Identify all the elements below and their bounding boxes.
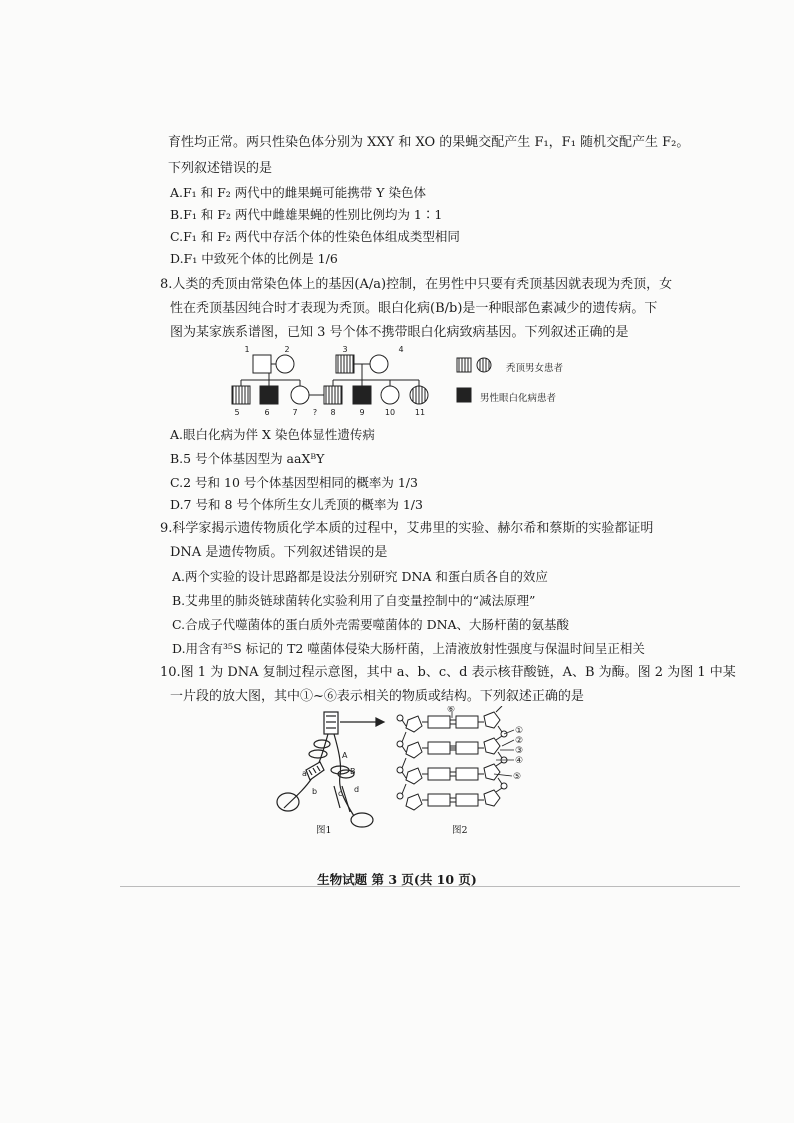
q9-option-b: B.艾弗里的肺炎链球菌转化实验利用了自变量控制中的“减法原理” bbox=[172, 593, 536, 608]
q8-option-d: D.7 号和 8 号个体所生女儿秃顶的概率为 1/3 bbox=[170, 497, 423, 512]
pedigree-individual-9 bbox=[353, 386, 371, 404]
legend-bald-female-symbol bbox=[477, 358, 491, 372]
figure1-dna-replication bbox=[262, 708, 392, 828]
pedigree-individual-5 bbox=[232, 386, 250, 404]
pedigree-individual-11 bbox=[410, 386, 428, 404]
legend-bald-label: 秃顶男女患者 bbox=[506, 363, 564, 374]
q9-option-a: A.两个实验的设计思路都是设法分别研究 DNA 和蛋白质各自的效应 bbox=[172, 569, 548, 584]
q9-option-c: C.合成子代噬菌体的蛋白质外壳需要噬菌体的 DNA、大肠杆菌的氨基酸 bbox=[172, 617, 570, 632]
legend-albino-male-symbol bbox=[457, 388, 471, 402]
legend-albino-label: 男性眼白化病患者 bbox=[480, 393, 557, 404]
q10-stem-line1: 10.图 1 为 DNA 复制过程示意图，其中 a、b、c、d 表示核苷酸链，A、B 为酶。图 2 为图 1 中某 bbox=[160, 665, 736, 680]
fig1-label-b: b bbox=[312, 787, 318, 796]
figure2-dna-fragment bbox=[392, 706, 532, 822]
pedigree-label-question: ? bbox=[312, 408, 318, 417]
pedigree-individual-6 bbox=[260, 386, 278, 404]
q8-option-c: C.2 号和 10 号个体基因型相同的概率为 1/3 bbox=[170, 475, 418, 490]
q7-stem-line1: 育性均正常。两只性染色体分别为 XXY 和 XO 的果蝇交配产生 F₁，F₁ 随机交配产生 F₂。 bbox=[168, 135, 690, 150]
pedigree-label-5: 5 bbox=[234, 408, 240, 417]
pedigree-label-6: 6 bbox=[264, 408, 270, 417]
figure2-caption: 图2 bbox=[452, 825, 468, 836]
pedigree-label-11: 11 bbox=[414, 408, 426, 417]
pedigree-label-9: 9 bbox=[359, 408, 365, 417]
fig2-label-4: ④ bbox=[515, 756, 524, 766]
pedigree-individual-2 bbox=[276, 355, 294, 373]
q10-stem-line2: 一片段的放大图，其中①~⑥表示相关的物质或结构。下列叙述正确的是 bbox=[170, 689, 584, 704]
fig2-label-5: ⑤ bbox=[513, 772, 522, 782]
figure1-caption: 图1 bbox=[316, 825, 332, 836]
q7-stem-line2: 下列叙述错误的是 bbox=[168, 161, 273, 176]
pedigree-label-1: 1 bbox=[244, 345, 250, 354]
pedigree-individual-8 bbox=[324, 386, 342, 404]
pedigree-individual-1 bbox=[253, 355, 271, 373]
fig1-label-a: a bbox=[302, 769, 307, 778]
pedigree-label-7: 7 bbox=[292, 408, 298, 417]
q8-stem-line3: 图为某家族系谱图，已知 3 号个体不携带眼白化病致病基因。下列叙述正确的是 bbox=[170, 325, 629, 340]
pedigree-label-4: 4 bbox=[398, 345, 404, 354]
fig1-label-d: d bbox=[354, 785, 360, 794]
q7-option-d: D.F₁ 中致死个体的比例是 1/6 bbox=[170, 251, 338, 266]
pedigree-label-8: 8 bbox=[330, 408, 336, 417]
q7-option-a: A.F₁ 和 F₂ 两代中的雌果蝇可能携带 Y 染色体 bbox=[170, 185, 426, 200]
pedigree-chart bbox=[220, 342, 460, 420]
fig2-label-3: ③ bbox=[515, 746, 524, 756]
fig1-label-A: A bbox=[342, 751, 348, 760]
q8-stem-line2: 性在秃顶基因纯合时才表现为秃顶。眼白化病(B/b)是一种眼部色素减少的遗传病。下 bbox=[170, 301, 658, 316]
pedigree-individual-3 bbox=[336, 355, 354, 373]
fig1-label-B: B bbox=[350, 767, 356, 776]
q9-stem-line1: 9.科学家揭示遗传物质化学本质的过程中，艾弗里的实验、赫尔希和蔡斯的实验都证明 bbox=[160, 521, 654, 536]
pedigree-label-10: 10 bbox=[384, 408, 396, 417]
q7-option-b: B.F₁ 和 F₂ 两代中雌雄果蝇的性别比例均为 1∶1 bbox=[170, 207, 443, 222]
page-footer: 生物试题 第 3 页(共 10 页) bbox=[317, 872, 477, 887]
pedigree-individual-10 bbox=[381, 386, 399, 404]
fig2-label-6: ⑥ bbox=[447, 706, 456, 715]
fig2-label-2: ② bbox=[515, 736, 524, 746]
legend-bald-male-symbol bbox=[457, 358, 471, 372]
fig1-label-c: c bbox=[338, 789, 343, 798]
footer-divider bbox=[120, 886, 740, 887]
pedigree-individual-4 bbox=[370, 355, 388, 373]
fig2-label-1: ① bbox=[515, 726, 524, 736]
q9-stem-line2: DNA 是遗传物质。下列叙述错误的是 bbox=[170, 545, 388, 560]
q9-option-d: D.用含有³⁵S 标记的 T2 噬菌体侵染大肠杆菌，上清液放射性强度与保温时间呈正相关 bbox=[172, 641, 645, 656]
q8-option-a: A.眼白化病为伴 X 染色体显性遗传病 bbox=[170, 427, 375, 442]
q8-option-b: B.5 号个体基因型为 aaXᴮY bbox=[170, 451, 325, 466]
pedigree-label-2: 2 bbox=[284, 345, 290, 354]
q7-option-c: C.F₁ 和 F₂ 两代中存活个体的性染色体组成类型相同 bbox=[170, 229, 460, 244]
pedigree-label-3: 3 bbox=[342, 345, 348, 354]
pedigree-individual-7 bbox=[291, 386, 309, 404]
q8-stem-line1: 8.人类的秃顶由常染色体上的基因(A/a)控制，在男性中只要有秃顶基因就表现为秃顶，女 bbox=[160, 277, 673, 292]
